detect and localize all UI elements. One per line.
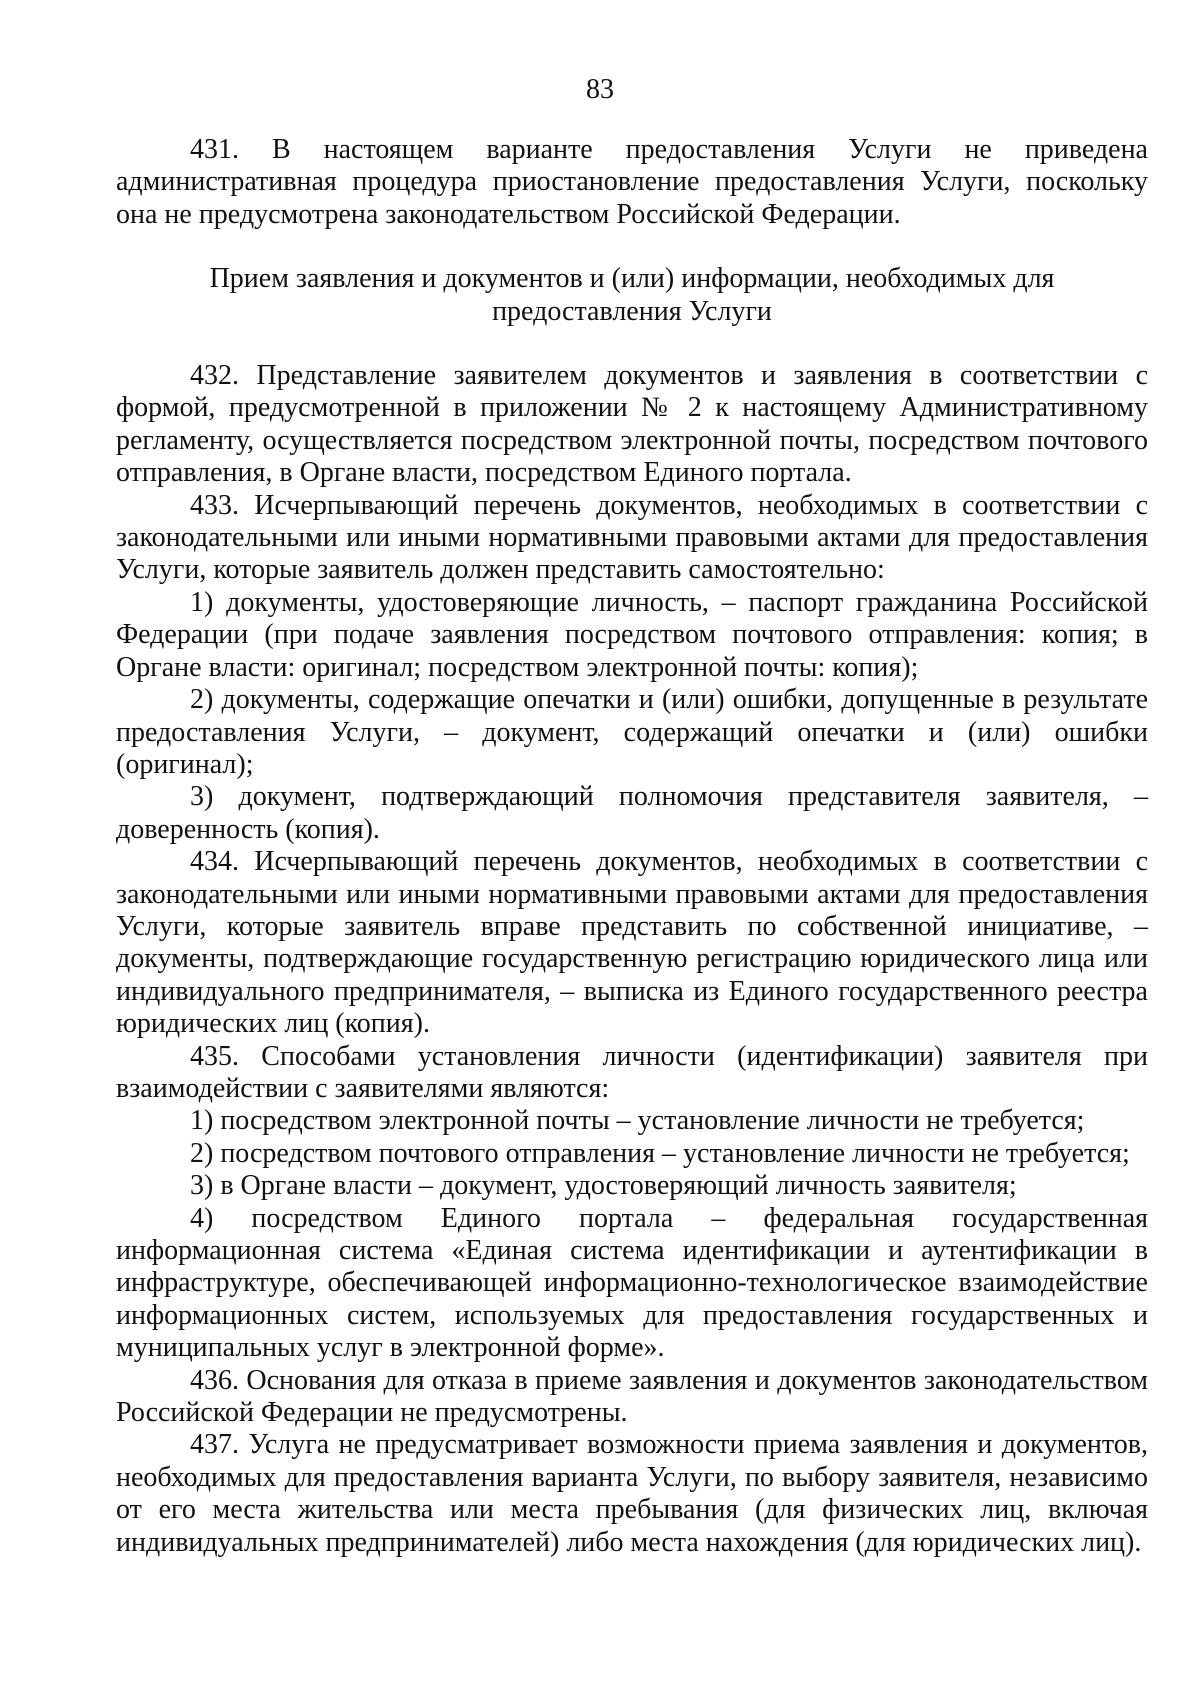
list-item-435-4: 4) посредством Единого портала – федеральная государственная информационная система «Единая система идентификации и аутентификации в инфраструктуре, обеспечивающей информационно-технологическое взаимодействие информационных систем, используемых для предоставления государственных и муниципальных услуг в электронной форме». — [116, 1202, 1148, 1364]
list-item-433-3: 3) документ, подтверждающий полномочия представителя заявителя, – доверенность (копия). — [116, 781, 1148, 845]
paragraph-433: 433. Исчерпывающий перечень документов, необходимых в соответствии с законодательными или иными нормативными правовыми актами для предоставления Услуги, которые заявитель должен представить самостоятельно: — [116, 489, 1148, 586]
section-heading: Прием заявления и документов и (или) информации, необходимых для предоставления Услуги — [209, 263, 1055, 327]
list-item-435-3: 3) в Органе власти – документ, удостоверяющий личность заявителя; — [190, 1170, 1017, 1202]
paragraph-432: 432. Представление заявителем документов и заявления в соответствии с формой, предусмотренной в приложении № 2 к настоящему Административному регламенту, осуществляется посредством электронной почты, посредством почтового отправления, в Органе власти, посредством Единого портала. — [116, 360, 1148, 489]
paragraph-436: 436. Основания для отказа в приеме заявления и документов законодательством Российской Федерации не предусмотрены. — [116, 1364, 1148, 1429]
list-item-433-1: 1) документы, удостоверяющие личность, – паспорт гражданина Российской Федерации (при подаче заявления посредством почтового отправления: копия; в Органе власти: оригинал; посредством электронной почты: копия); — [116, 586, 1148, 683]
paragraph-435: 435. Способами установления личности (идентификации) заявителя при взаимодействии с заявителями являются: — [116, 1040, 1148, 1104]
paragraph-437: 437. Услуга не предусматривает возможности приема заявления и документов, необходимых для предоставления варианта Услуги, по выбору заявителя, независимо от его места жительства или места пребывания (для физических лиц, включая индивидуальных предпринимателей) либо места нахождения (для юридических лиц). — [116, 1429, 1148, 1558]
page-number: 83 — [586, 74, 614, 105]
list-item-435-1: 1) посредством электронной почты – установление личности не требуется; — [190, 1105, 1085, 1137]
paragraph-431: 431. В настоящем варианте предоставления Услуги не приведена административная процедура приостановление предоставления Услуги, поскольку она не предусмотрена законодательством Российской Федерации. — [116, 134, 1148, 230]
list-item-435-2: 2) посредством почтового отправления – установление личности не требуется; — [190, 1137, 1130, 1169]
document-body — [116, 134, 1148, 1559]
paragraph-434: 434. Исчерпывающий перечень документов, необходимых в соответствии с законодательными или иными нормативными правовыми актами для предоставления Услуги, которые заявитель вправе представить по собственной инициативе, – документы, подтверждающие государственную регистрацию юридического лица или индивидуального предпринимателя, – выписка из Единого государственного реестра юридических лиц (копия). — [116, 846, 1148, 1040]
list-item-433-2: 2) документы, содержащие опечатки и (или) ошибки, допущенные в результате предоставления Услуги, – документ, содержащий опечатки и (или) ошибки (оригинал); — [116, 684, 1148, 780]
